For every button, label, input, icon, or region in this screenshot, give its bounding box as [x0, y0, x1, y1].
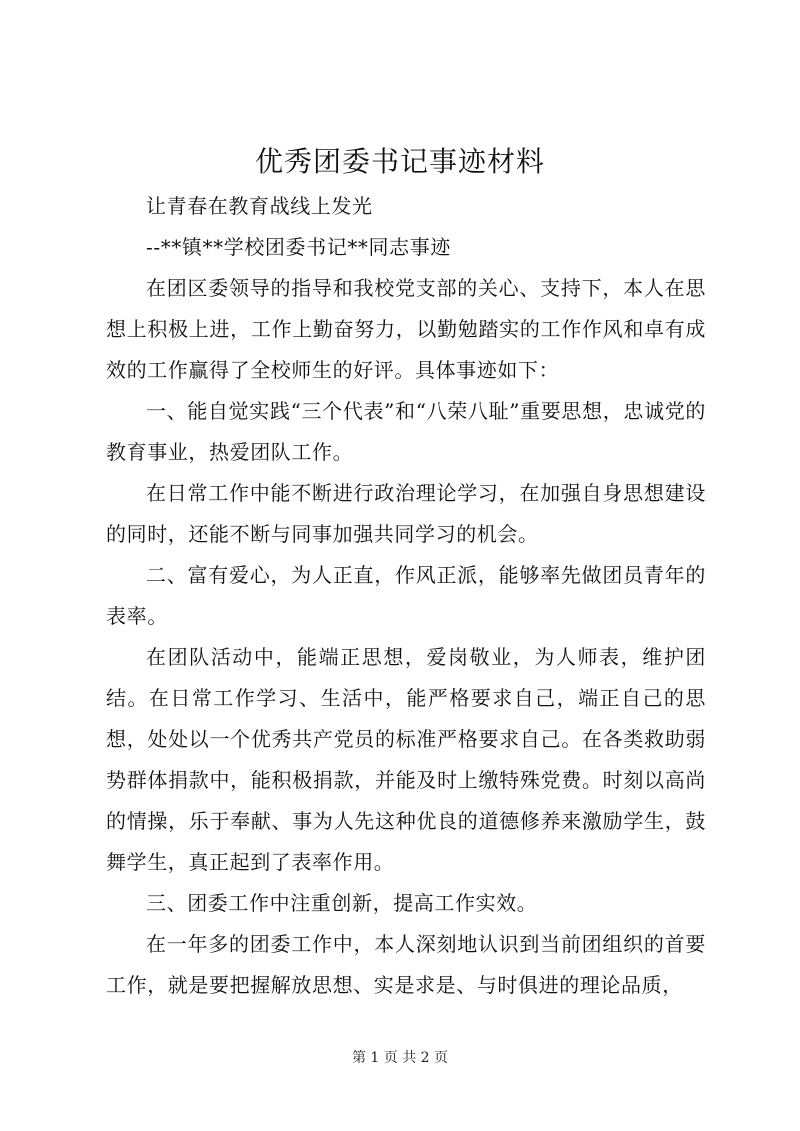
- byline: --**镇**学校团委书记**同志事迹: [146, 235, 451, 259]
- subtitle-line: 让青春在教育战线上发光: [146, 194, 373, 218]
- section-heading: 一、能自觉实践“三个代表”和“八荣八耻”重要思想，忠诚党的教育事业，热爱团队工作。: [106, 399, 706, 464]
- paragraph: 在一年多的团委工作中，本人深刻地认识到当前团组织的首要工作，就是要把握解放思想、实是求是、与时俱进的理论品质，: [106, 932, 706, 997]
- paragraph: 在团区委领导的指导和我校党支部的关心、支持下，本人在思想上积极上进，工作上勤奋努力，以勤勉踏实的工作作风和卓有成效的工作赢得了全校师生的好评。具体事迹如下：: [106, 276, 706, 382]
- page-number-footer: 第 1 页 共 2 页: [351, 1050, 449, 1066]
- paragraph: 在团队活动中，能端正思想，爱岗敬业，为人师表，维护团结。在日常工作学习、生活中，能严格要求自己，端正自己的思想，处处以一个优秀共产党员的标准严格要求自己。在各类救助弱势群体捐款中，能积极捐款，并能及时上缴特殊党费。时刻以高尚的情操，乐于奉献、事为人先这种优良的道德修养来激励学生，鼓舞学生，真正起到了表率作用。: [106, 645, 706, 874]
- section-heading: 三、团委工作中注重创新，提高工作实效。: [146, 891, 538, 915]
- document-title: 优秀团委书记事迹材料: [254, 145, 545, 178]
- paragraph: 在日常工作中能不断进行政治理论学习，在加强自身思想建设的同时，还能不断与同事加强共同学习的机会。: [106, 481, 706, 546]
- document-body: [106, 186, 706, 1006]
- section-heading: 二、富有爱心，为人正直，作风正派，能够率先做团员青年的表率。: [106, 563, 706, 628]
